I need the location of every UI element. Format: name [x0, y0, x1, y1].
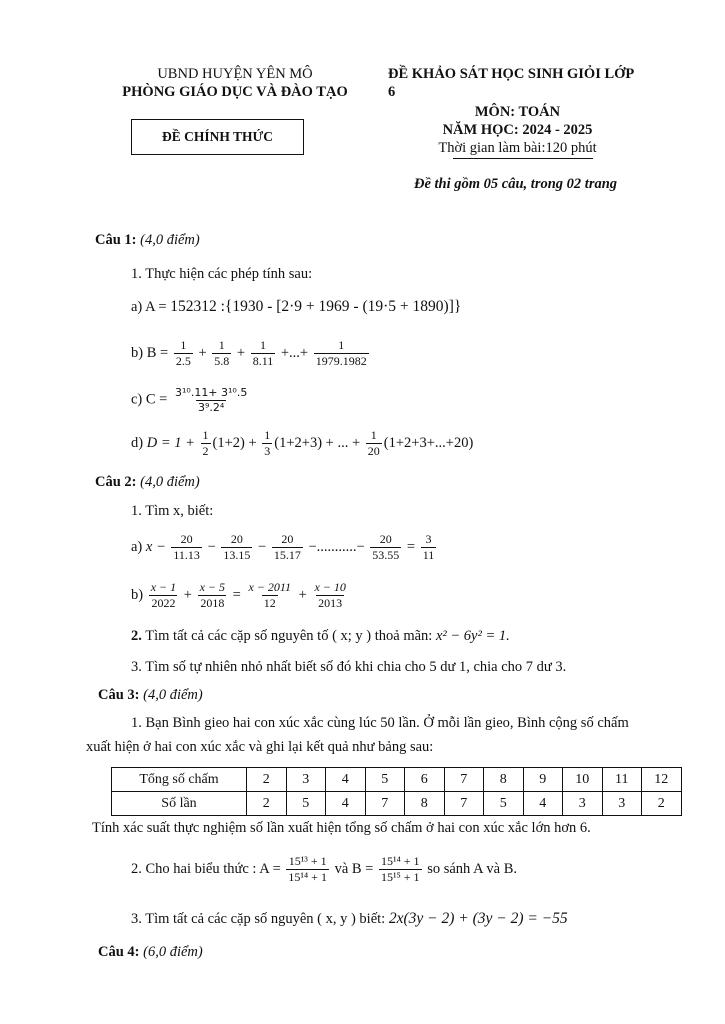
q3-part-2-and: và: [334, 860, 349, 877]
table-header-totals: Tổng số chấm: [112, 768, 247, 792]
table-cell: 7: [365, 792, 405, 816]
q3-after-table: Tính xác suất thực nghiệm số lần xuất hiện tổng số chấm ở hai con xúc xắc lớn hơn 6.: [92, 820, 591, 836]
table-cell: 4: [326, 792, 366, 816]
q1c-label: c) C =: [131, 391, 168, 408]
q2a-fraction-1: $\frac{20}{11.13}$: [173, 532, 200, 562]
table-cell: 7: [444, 768, 484, 792]
q2a-result: $\frac{3}{11}$: [422, 532, 435, 562]
table-cell: 2: [247, 792, 287, 816]
q2b-fraction-2: $\frac{x - 5}{2018}$: [199, 580, 226, 610]
table-cell: 10: [563, 768, 603, 792]
q1d-part-3: (1+2+3+...+20): [383, 434, 474, 451]
duration: Thời gian làm bài:120 phút: [438, 140, 597, 156]
exam-note: Đề thi gồm 05 câu, trong 02 trang: [414, 176, 618, 192]
dice-table: [111, 767, 682, 816]
q1d-label: d): [131, 434, 144, 451]
q1b-label: b) B =: [131, 344, 169, 361]
q2b: b) $\frac{x - 1}{2022}$ + $\frac{x - 5}{2018}$ = $\frac{x - 2011}{12}$ + $\frac{x - 10}{2013}$: [131, 580, 346, 610]
q2b-fraction-4: $\frac{x - 10}{2013}$: [314, 580, 346, 610]
q2a-label: a): [131, 538, 143, 555]
q1d-fraction-3: $\frac{1}{20}$: [367, 428, 380, 458]
table-cell: 12: [642, 768, 682, 792]
question-1-points: (4,0 điểm): [140, 232, 200, 248]
q2a: a) x − $\frac{20}{11.13}$ − $\frac{20}{13.15}$ − $\frac{20}{15.17}$ −...........− $\frac{20}{53.55}$ = $\frac{3}{11}$: [131, 532, 435, 562]
table-cell: 5: [484, 792, 524, 816]
q2a-variable: x −: [145, 538, 166, 555]
q3-part-3-equation: 2x(3y − 2) + (3y − 2) = −55: [388, 910, 568, 927]
q1b-ellipsis: +...+: [280, 344, 309, 361]
table-cell: 7: [444, 792, 484, 816]
q1b: b) B = $\frac{1}{2.5}$ + $\frac{1}{5.8}$ + $\frac{1}{8.11}$ +...+ $\frac{1}{1979.1982}$: [131, 338, 367, 368]
question-1-title: Câu 1:: [95, 232, 137, 248]
q2-part-2-equation: x² − 6y² = 1.: [435, 628, 510, 644]
q3-expression-b: $\frac{\text{15¹⁴ + 1}}{\text{15¹⁵ + 1}}$: [381, 854, 420, 884]
q3-part-1-line-2: xuất hiện ở hai con xúc xắc và ghi lại kết quả như bảng sau:: [86, 739, 434, 755]
q3-part-2: [131, 854, 517, 885]
table-cell: 8: [484, 768, 524, 792]
q1d-start: D = 1 +: [146, 434, 195, 451]
q2-intro: 1. Tìm x, biết:: [131, 503, 214, 519]
table-cell: 4: [326, 768, 366, 792]
q1d: [131, 428, 473, 459]
table-cell: 2: [642, 792, 682, 816]
q2-part-2: [131, 628, 510, 645]
q2-part-3: 3. Tìm số tự nhiên nhỏ nhất biết số đó khi chia cho 5 dư 1, chia cho 7 dư 3.: [131, 659, 567, 675]
q2b-label: b): [131, 586, 144, 603]
q3-expression-a: $\frac{\text{15¹³ + 1}}{\text{15¹⁴ + 1}}$: [288, 854, 327, 884]
table-cell: 5: [365, 768, 405, 792]
school-year: NĂM HỌC: 2024 - 2025: [442, 122, 593, 138]
question-3-heading: [98, 687, 203, 704]
question-2-heading: [95, 474, 200, 491]
exam-title: ĐỀ KHẢO SÁT HỌC SINH GIỎI LỚP: [388, 66, 635, 82]
question-3-points: (4,0 điểm): [143, 687, 203, 703]
q1b-fraction-3: $\frac{1}{8.11}$: [252, 338, 274, 368]
official-exam-box: ĐỀ CHÍNH THỨC: [131, 119, 304, 155]
q2b-fraction-1: $\frac{x - 1}{2022}$: [150, 580, 177, 610]
q1a-expression: 152312 :{1930 - [2·9 + 1969 - (19·5 + 1890)]}: [170, 298, 462, 315]
table-cell: 3: [563, 792, 603, 816]
q1d-fraction-2: $\frac{1}{3}$: [264, 428, 271, 458]
question-4-heading: [98, 944, 203, 961]
q2a-fraction-3: $\frac{20}{15.17}$: [273, 532, 301, 562]
table-cell: 9: [523, 768, 563, 792]
question-3-title: Câu 3:: [98, 687, 140, 703]
q1c-fraction: $\frac{\text{3¹⁰.11+ 3¹⁰.5}}{\text{3⁹.2⁴}}$: [175, 386, 248, 414]
table-header-counts: Số lần: [112, 792, 247, 816]
table-cell: 6: [405, 768, 445, 792]
q2-part-2-number: 2.: [131, 628, 142, 644]
q1b-fraction-last: $\frac{1}{1979.1982}$: [315, 338, 367, 368]
table-row-counts: [112, 792, 682, 816]
q1a-label: a) A =: [131, 299, 167, 315]
question-4-points: (6,0 điểm): [143, 944, 203, 960]
office-name: PHÒNG GIÁO DỤC VÀ ĐÀO TẠO: [122, 84, 348, 100]
q2a-dots: −...........−: [308, 538, 365, 555]
q3-part-2-a-label: A =: [259, 860, 281, 877]
table-cell: 3: [286, 768, 326, 792]
q1-intro: 1. Thực hiện các phép tính sau:: [131, 266, 313, 282]
q3-part-2-intro: 2. Cho hai biểu thức :: [131, 860, 257, 877]
question-2-title: Câu 2:: [95, 474, 137, 490]
q1d-fraction-1: $\frac{1}{2}$: [202, 428, 209, 458]
table-row-totals: [112, 768, 682, 792]
table-cell: 4: [523, 792, 563, 816]
subject: MÔN: TOÁN: [474, 104, 561, 120]
q2b-fraction-3: $\frac{x - 2011}{12}$: [248, 580, 292, 610]
question-2-points: (4,0 điểm): [140, 474, 200, 490]
table-cell: 2: [247, 768, 287, 792]
department-name: UBND HUYỆN YÊN MÔ: [157, 66, 313, 82]
table-cell: 11: [602, 768, 642, 792]
q3-part-3-text: 3. Tìm tất cả các cặp số nguyên ( x, y ) biết:: [131, 911, 386, 927]
q3-part-3: [131, 910, 568, 928]
q1d-part-1: (1+2) +: [212, 434, 257, 451]
q1a: [131, 298, 461, 316]
header-rule: [453, 158, 593, 159]
table-cell: 5: [286, 792, 326, 816]
q2a-fraction-2: $\frac{20}{13.15}$: [223, 532, 251, 562]
table-cell: 3: [602, 792, 642, 816]
question-4-title: Câu 4:: [98, 944, 140, 960]
q2-part-2-text: Tìm tất cả các cặp số nguyên tố ( x; y ) thoả mãn:: [145, 628, 433, 644]
q1b-fraction-2: $\frac{1}{5.8}$: [214, 338, 230, 368]
exam-title-grade: 6: [388, 84, 396, 100]
q2a-fraction-last: $\frac{20}{53.55}$: [372, 532, 400, 562]
q3-part-2-b-label: B =: [351, 860, 374, 877]
q3-part-1-line-1: 1. Bạn Bình gieo hai con xúc xắc cùng lúc 50 lần. Ở mỗi lần gieo, Bình cộng số chấm: [131, 715, 629, 731]
q1d-part-2: (1+2+3) + ... +: [274, 434, 361, 451]
q1b-fraction-1: $\frac{1}{2.5}$: [175, 338, 191, 368]
table-cell: 8: [405, 792, 445, 816]
q3-part-2-end: so sánh A và B.: [427, 860, 518, 877]
q1c: [131, 386, 251, 415]
question-1-heading: [95, 232, 200, 249]
